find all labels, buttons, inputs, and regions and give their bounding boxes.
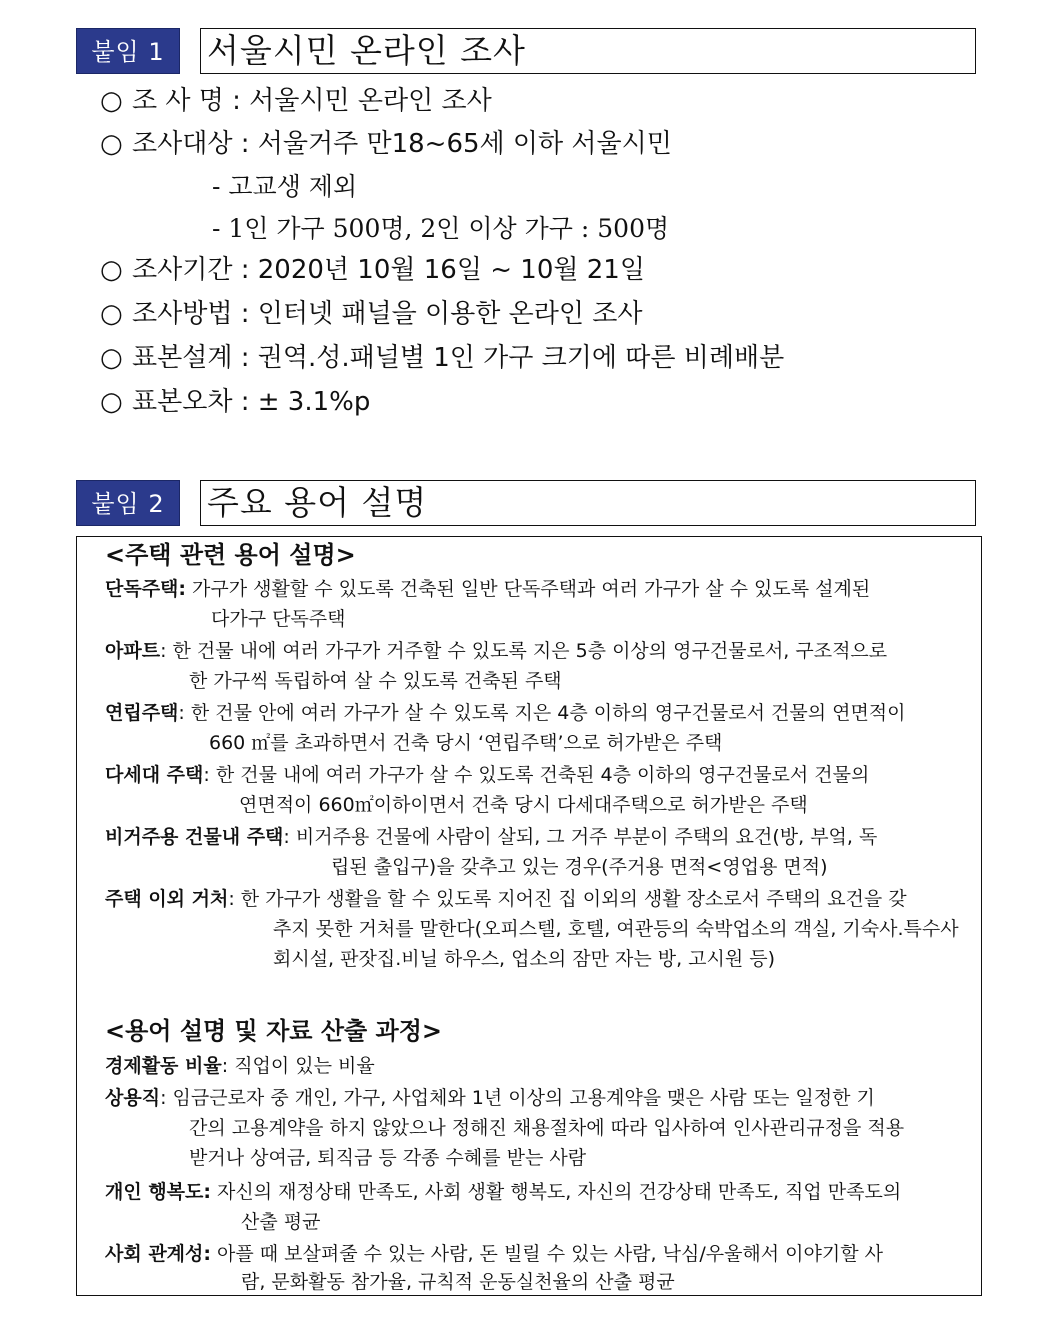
survey-item-text: 조사대상 : 서울거주 만18~65세 이하 서울시민 [132,129,672,159]
section-title: 주요 용어 설명 [200,480,976,526]
survey-item-text: 표본오차 : ± 3.1%p [132,387,371,417]
term-label: 비거주용 건물내 주택 [105,826,284,848]
bullet-circle: ○ [100,387,123,417]
attachment-badge: 붙임 1 [76,28,180,74]
survey-item-name [100,84,492,118]
term-regular-worker [105,1083,875,1113]
term-desc-cont: 다가구 단독주택 [211,608,346,630]
term-desc-cont: 간의 고용계약을 하지 않았으나 정해진 채용절차에 따라 입사하여 인사관리규정을 적용 [189,1117,905,1139]
term-desc-cont: 한 가구씩 독립하여 살 수 있도록 건축된 주택 [189,670,562,692]
term-economic-activity [105,1051,375,1081]
bullet-circle: ○ [100,343,123,373]
survey-item-text: 조사방법 : 인터넷 패널을 이용한 온라인 조사 [132,299,643,329]
survey-item-sampling [100,341,784,375]
term-desc: 가구가 생활할 수 있도록 건축된 일반 단독주택과 여러 가구가 살 수 있도록 설계된 [186,578,871,600]
survey-item-period [100,253,645,287]
attachment-badge: 붙임 2 [76,480,180,526]
bullet-circle: ○ [100,299,123,329]
term-desc-cont: 람, 문화활동 참가율, 규칙적 운동실천율의 산출 평균 [241,1271,675,1293]
term-apartment [105,636,887,666]
bullet-circle: ○ [100,86,123,116]
term-row-house [105,698,906,728]
term-desc-cont: 회시설, 판잣집.비닐 하우스, 업소의 잠만 자는 방, 고시원 등) [273,948,776,970]
term-label: 개인 행복도: [105,1181,211,1203]
term-desc: 아플 때 보살펴줄 수 있는 사람, 돈 빌릴 수 있는 사람, 낙심/우울해서 이야기할 사 [210,1243,883,1265]
survey-sub-item: - 1인 가구 500명, 2인 이상 가구 : 500명 [212,214,670,243]
term-label: 아파트 [105,640,161,662]
term-multiplex-house [105,760,869,790]
bullet-circle: ○ [100,129,123,159]
terms-box [76,536,982,1296]
term-label: 사회 관계성: [105,1243,211,1265]
term-desc: : 한 가구가 생활을 할 수 있도록 지어진 집 이외의 생활 장소로서 주택의 요건을 갖 [228,888,907,910]
term-desc-cont: 산출 평균 [241,1211,321,1233]
term-personal-happiness [105,1177,901,1207]
term-detached-house [105,574,870,604]
bullet-circle: ○ [100,255,123,285]
term-desc-cont: 받거나 상여금, 퇴직금 등 각종 수혜를 받는 사람 [189,1147,587,1169]
term-label: 상용직 [105,1087,161,1109]
group-heading-terms: <용어 설명 및 자료 산출 과정> [105,1017,443,1045]
term-desc: : 한 건물 내에 여러 가구가 살 수 있도록 건축된 4층 이하의 영구건물로서 건물의 [203,764,870,786]
term-nonresidential-housing [105,822,877,852]
term-desc-cont: 추지 못한 거처를 말한다(오피스텔, 호텔, 여관등의 숙박업소의 객실, 기숙사.특수사 [273,918,959,940]
term-desc-cont: 660 ㎡를 초과하면서 건축 당시 ‘연립주택’으로 허가받은 주택 [209,732,723,754]
term-label: 연립주택 [105,702,179,724]
term-desc-cont: 립된 출입구)을 갖추고 있는 경우(주거용 면적<영업용 면적) [331,856,828,878]
survey-item-target [100,127,672,161]
term-desc: : 직업이 있는 비율 [221,1055,375,1077]
term-label: 주택 이외 거처 [105,888,229,910]
section-title: 서울시민 온라인 조사 [200,28,976,74]
survey-item-error [100,385,370,419]
survey-item-text: 조 사 명 : 서울시민 온라인 조사 [132,86,492,116]
term-desc: : 한 건물 안에 여러 가구가 살 수 있도록 지은 4층 이하의 영구건물로서 건물의 연면적이 [178,702,906,724]
group-heading-housing: <주택 관련 용어 설명> [105,541,356,569]
term-label: 단독주택: [105,578,187,600]
term-label: 경제활동 비율 [105,1055,222,1077]
survey-item-method [100,297,642,331]
term-non-housing-dwelling [105,884,907,914]
term-desc: : 비거주용 건물에 사람이 살되, 그 거주 부분이 주택의 요건(방, 부엌, 독 [283,826,878,848]
survey-sub-item: - 고교생 제외 [212,172,358,201]
term-desc: : 한 건물 내에 여러 가구가 거주할 수 있도록 지은 5층 이상의 영구건물로서, 구조적으로 [160,640,888,662]
term-desc: : 임금근로자 중 개인, 가구, 사업체와 1년 이상의 고용계약을 맺은 사람 또는 일정한 기 [160,1087,875,1109]
term-desc: 자신의 재정상태 만족도, 사회 생활 행복도, 자신의 건강상태 만족도, 직업 만족도의 [210,1181,902,1203]
survey-item-text: 표본설계 : 권역.성.패널별 1인 가구 크기에 따른 비례배분 [132,343,785,373]
term-desc-cont: 연면적이 660㎡이하이면서 건축 당시 다세대주택으로 허가받은 주택 [239,794,808,816]
term-social-relation [105,1239,883,1269]
survey-item-text: 조사기간 : 2020년 10월 16일 ~ 10월 21일 [132,255,645,285]
term-label: 다세대 주택 [105,764,204,786]
